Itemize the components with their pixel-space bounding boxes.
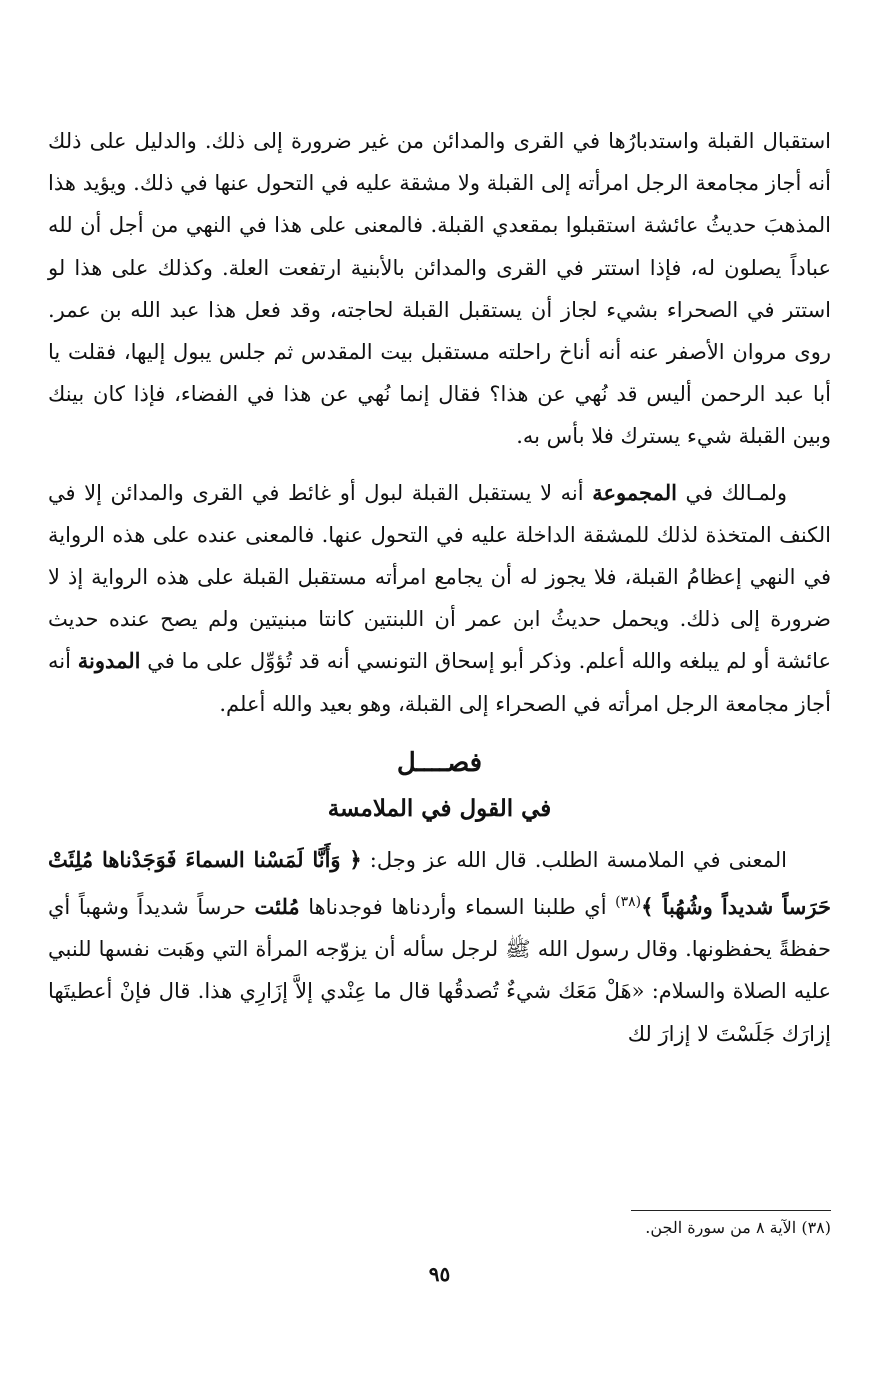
body-paragraph-1 xyxy=(48,120,831,458)
footnote: (٣٨) الآية ٨ من سورة الجن. xyxy=(645,1218,831,1237)
paragraph-text: أنه لا يستقبل القبلة لبول أو غائط في القرى والمدائن إلا في الكنف المتخذة لذلك للمشقة الداخلة عليه في التحول عنها. فالمعنى عنده على هذه الرواية في النهي إعظامُ القبلة، فلا يجوز له أن يجامع امرأته مستقبل القبلة على هذه الرواية إذ لا ضرورة إلى ذلك. ويحمل حديثُ ابن عمر أن اللبنتين كانتا مبنيتين ولم يصح عنده حديث عائشة أو لم يبلغه والله أعلم. وذكر أبو إسحاق التونسي أنه قد تُؤوِّل على ما في xyxy=(48,480,831,674)
quran-verse: ﴿ وَأَنَّا لَمَسْنا السماءَ فَوَجَدْناها مُلِئَتْ حَرَساً شديداً وشُهُباً ﴾ xyxy=(48,846,831,920)
paragraph-text: أنه أجاز مجامعة الرجل امرأته في الصحراء إلى القبلة، وهو بعيد والله أعلم. xyxy=(48,649,831,716)
body-paragraph-3 xyxy=(48,839,831,1055)
body-paragraph-2 xyxy=(48,472,831,725)
paragraph-text: حرساً شديداً وشهباً أي حفظةً يحفظونها. وقال رسول الله ﷺ لرجل سأله أن يزوّجه المرأة التي وهَبت نفسها للنبي عليه الصلاة والسلام: «هَلْ مَعَك شيءٌ تُصدقُها قال ما عِنْدي إلاَّ إزَارِي هذا. قال فإنْ أعطيتَها إزارَك جَلَسْتَ لا إزارَ لك xyxy=(48,895,831,1046)
paragraph-text: أي طلبنا السماء وأردناها فوجدناها xyxy=(308,895,607,920)
footnote-separator xyxy=(631,1210,831,1211)
bold-term-mudawwana: المدونة xyxy=(77,648,141,674)
page-number: ٩٥ xyxy=(428,1262,451,1286)
paragraph-text: ولمـالك في xyxy=(685,480,788,505)
section-subtitle: في القول في الملامسة xyxy=(327,794,552,822)
bold-term-majmua: المجموعة xyxy=(592,479,677,505)
footnote-reference: (٣٨) xyxy=(615,894,642,911)
bold-word: مُلئت xyxy=(254,894,300,920)
paragraph-text: المعنى في الملامسة الطلب. قال الله عز وجل: xyxy=(369,847,787,872)
section-title: فصــــل xyxy=(396,747,483,778)
paragraph-text: استقبال القبلة واستدبارُها في القرى والمدائن من غير ضرورة إلى ذلك. والدليل على ذلك أنه أجاز مجامعة الرجل امرأته إلى القبلة ولا مشقة عليه في التحول عنها في ذلك. ويؤيد هذا المذهبَ حديثُ عائشة استقبلوا بمقعدي القبلة. فالمعنى على هذا في النهي من أجل أن لله عباداً يصلون له، فإذا استتر في القرى والمدائن بالأبنية ارتفعت العلة. وكذلك على هذا لو استتر في الصحراء بشيء لجاز أن يستقبل القبلة لحاجته، وقد فعل هذا عبد الله بن عمر. روى مروان الأصفر عنه أنه أناخ راحلته مستقبل بيت المقدس ثم جلس يبول إليها، فقلت يا أبا عبد الرحمن أليس قد نُهي عن هذا؟ فقال إنما نُهي عن هذا في الفضاء، فإذا كان بينك وبين القبلة شيء يسترك فلا بأس به. xyxy=(48,129,831,449)
